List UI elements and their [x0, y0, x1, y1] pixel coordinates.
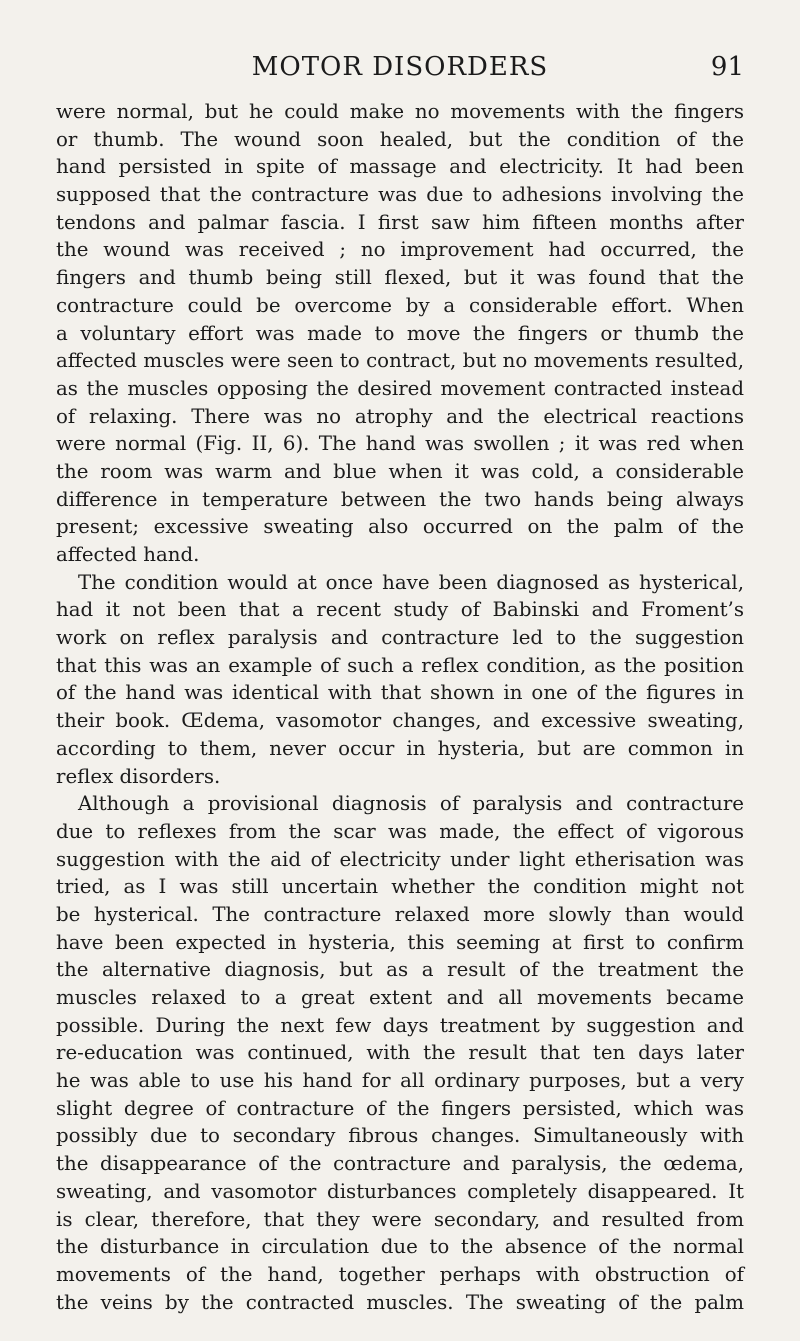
text-line: supposed that the contracture was due to adhesions involving the: [56, 183, 744, 207]
text-line: hand persisted in spite of massage and electricity. It had been: [56, 155, 744, 179]
text-line: difference in temperature between the two hands being always: [56, 487, 744, 511]
text-line: a voluntary effort was made to move the fingers or thumb the: [56, 321, 744, 345]
running-title: MOTOR DISORDERS: [251, 52, 549, 82]
running-head: [56, 52, 744, 96]
text-line: were normal (Fig. II, 6). The hand was swollen ; it was red when: [56, 432, 744, 456]
text-line: the disappearance of the contracture and paralysis, the œdema,: [56, 1152, 744, 1176]
text-line: is clear, therefore, that they were secondary, and resulted from: [56, 1207, 744, 1231]
text-line: the veins by the contracted muscles. The sweating of the palm: [56, 1290, 744, 1314]
text-line: present; excessive sweating also occurred on the palm of the: [56, 515, 744, 539]
text-line: affected hand.: [56, 543, 200, 566]
text-line: tendons and palmar fascia. I first saw him fifteen months after: [56, 210, 744, 234]
text-line: the alternative diagnosis, but as a result of the treatment the: [56, 958, 744, 982]
text-line: due to reflexes from the scar was made, the effect of vigorous: [56, 819, 744, 843]
text-line: fingers and thumb being still flexed, but it was found that the: [56, 266, 744, 290]
text-line: the wound was received ; no improvement had occurred, the: [56, 238, 744, 262]
text-line: or thumb. The wound soon healed, but the condition of the: [56, 127, 744, 151]
text-line: have been expected in hysteria, this seeming at first to confirm: [56, 930, 744, 954]
text-line: suggestion with the aid of electricity under light etherisation was: [56, 847, 744, 871]
text-line: The condition would at once have been diagnosed as hysterical,: [78, 570, 744, 594]
text-line: movements of the hand, together perhaps with obstruction of: [56, 1262, 744, 1286]
text-line: he was able to use his hand for all ordinary purposes, but a very: [56, 1069, 744, 1093]
text-line: slight degree of contracture of the fingers persisted, which was: [56, 1096, 744, 1120]
text-line: the room was warm and blue when it was cold, a considerable: [56, 459, 744, 483]
text-line: had it not been that a recent study of Babinski and Froment’s: [56, 598, 744, 622]
text-line: affected muscles were seen to contract, but no movements resulted,: [56, 349, 744, 373]
text-line: be hysterical. The contracture relaxed more slowly than would: [56, 902, 744, 926]
text-line: possibly due to secondary fibrous changes. Simultaneously with: [56, 1124, 744, 1148]
text-line: tried, as I was still uncertain whether the condition might not: [56, 875, 744, 899]
text-line: the disturbance in circulation due to the absence of the normal: [56, 1235, 744, 1259]
page-number: 91: [710, 52, 744, 82]
text-line: that this was an example of such a reflex condition, as the position: [56, 653, 744, 677]
text-line: as the muscles opposing the desired movement contracted instead: [56, 376, 744, 400]
text-line: possible. During the next few days treatment by suggestion and: [56, 1013, 744, 1037]
text-line: re-education was continued, with the result that ten days later: [56, 1041, 744, 1065]
text-line: of the hand was identical with that shown in one of the figures in: [56, 681, 744, 705]
text-line: their book. Œdema, vasomotor changes, and excessive sweating,: [56, 709, 744, 733]
text-line: contracture could be overcome by a considerable effort. When: [56, 293, 744, 317]
text-line: sweating, and vasomotor disturbances completely disappeared. It: [56, 1179, 744, 1203]
body-text: [56, 98, 744, 1316]
book-page: [56, 52, 744, 1316]
text-line: according to them, never occur in hysteria, but are common in: [56, 736, 744, 760]
text-line: work on reflex paralysis and contracture led to the suggestion: [56, 626, 744, 650]
text-line: muscles relaxed to a great extent and all movements became: [56, 986, 744, 1009]
text-line: reflex disorders.: [56, 764, 221, 788]
text-line: Although a provisional diagnosis of paralysis and contracture: [78, 792, 744, 816]
text-line: of relaxing. There was no atrophy and the electrical reactions: [56, 404, 744, 428]
text-line: were normal, but he could make no movements with the fingers: [56, 100, 744, 123]
